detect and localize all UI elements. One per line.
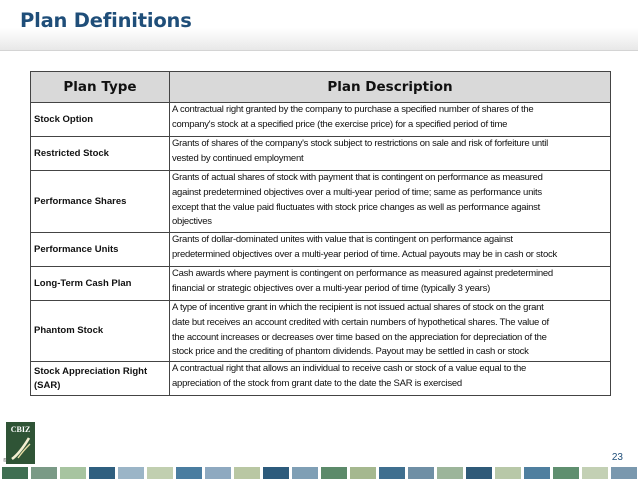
footer-color-square xyxy=(321,467,347,479)
description-line: objectives xyxy=(172,216,212,228)
footer-color-square xyxy=(263,467,289,479)
footer-color-bar xyxy=(0,467,638,479)
description-line: stock price and the crediting of phantom dividends. Payout may be settled in cash or stock xyxy=(172,346,529,358)
plan-type-cell: Phantom Stock xyxy=(31,301,170,362)
footer-color-square xyxy=(553,467,579,479)
logo-emblem-icon xyxy=(9,435,32,461)
description-line: predetermined objectives over a multi-year period of time. Actual payouts may be in cash or stock xyxy=(172,248,557,260)
footer-color-square xyxy=(466,467,492,479)
table-row xyxy=(31,137,611,171)
description-line: company's stock at a specified price (the exercise price) for a specified period of time xyxy=(172,118,508,130)
description-line: A contractual right granted by the company to purchase a specified number of shares of the xyxy=(172,104,534,115)
footer-color-square xyxy=(524,467,550,479)
plan-description-cell xyxy=(170,137,611,171)
description-line: Cash awards where payment is contingent on performance as measured against predetermined xyxy=(172,268,553,279)
description-line: A type of incentive grant in which the recipient is not issued actual shares of stock on the grant xyxy=(172,302,544,313)
plan-description-cell xyxy=(170,267,611,301)
plan-type-cell: Long-Term Cash Plan xyxy=(31,267,170,301)
description-line: against predetermined objectives over a multi-year period of time; same as performance units xyxy=(172,186,542,198)
footer-color-square xyxy=(60,467,86,479)
plan-description-cell xyxy=(170,362,611,396)
description-line: date but receives an account credited with certain numbers of hypothetical shares. The value of xyxy=(172,316,549,328)
description-line: vested by continued employment xyxy=(172,152,304,164)
footer-color-square xyxy=(205,467,231,479)
footer-color-square xyxy=(2,467,28,479)
table-row xyxy=(31,103,611,137)
footer-color-square xyxy=(234,467,260,479)
cbiz-logo xyxy=(6,422,35,464)
description-line: Grants of dollar-dominated unites with value that is contingent on performance against xyxy=(172,234,513,245)
description-line: Grants of shares of the company's stock subject to restrictions on sale and risk of forfeiture until xyxy=(172,138,548,149)
plan-type-cell: Restricted Stock xyxy=(31,137,170,171)
plan-description-cell xyxy=(170,233,611,267)
column-header-plan-description: Plan Description xyxy=(170,72,611,103)
page-title: Plan Definitions xyxy=(20,9,192,32)
footer-color-square xyxy=(292,467,318,479)
registered-mark: ® xyxy=(3,458,7,464)
column-header-plan-type: Plan Type xyxy=(31,72,170,103)
table-header-row xyxy=(31,72,611,103)
plan-type-cell: Performance Units xyxy=(31,233,170,267)
description-line: financial or strategic objectives over a multi-year period of time (typically 3 years) xyxy=(172,282,490,294)
plan-definitions-table xyxy=(30,71,611,396)
footer-color-square xyxy=(147,467,173,479)
description-line: appreciation of the stock from grant date to the date the SAR is exercised xyxy=(172,377,462,389)
plan-type-cell: Stock Appreciation Right (SAR) xyxy=(31,362,170,396)
footer-color-square xyxy=(582,467,608,479)
plan-type-cell: Stock Option xyxy=(31,103,170,137)
footer-color-square xyxy=(89,467,115,479)
description-line: except that the value paid fluctuates with stock price changes as well as performance against xyxy=(172,201,541,213)
plan-description-cell xyxy=(170,103,611,137)
description-line: the account increases or decreases over time based on the appreciation for depreciation of the xyxy=(172,331,547,343)
table-row xyxy=(31,362,611,396)
title-bar xyxy=(0,0,638,51)
footer-color-square xyxy=(437,467,463,479)
table-row xyxy=(31,267,611,301)
description-line: Grants of actual shares of stock with payment that is contingent on performance as measured xyxy=(172,172,543,183)
description-line: A contractual right that allows an individual to receive cash or stock of a value equal to the xyxy=(172,363,527,374)
plan-description-cell xyxy=(170,171,611,233)
table-row xyxy=(31,233,611,267)
footer-color-square xyxy=(611,467,637,479)
footer-color-square xyxy=(176,467,202,479)
logo-text: CBIZ xyxy=(10,425,31,434)
page-number: 23 xyxy=(611,452,623,463)
table-row xyxy=(31,171,611,233)
footer-color-square xyxy=(495,467,521,479)
footer-color-square xyxy=(31,467,57,479)
footer-color-square xyxy=(350,467,376,479)
table-row xyxy=(31,301,611,362)
footer-color-square xyxy=(118,467,144,479)
plan-type-cell: Performance Shares xyxy=(31,171,170,233)
footer-color-square xyxy=(408,467,434,479)
footer-color-square xyxy=(379,467,405,479)
plan-description-cell xyxy=(170,301,611,362)
